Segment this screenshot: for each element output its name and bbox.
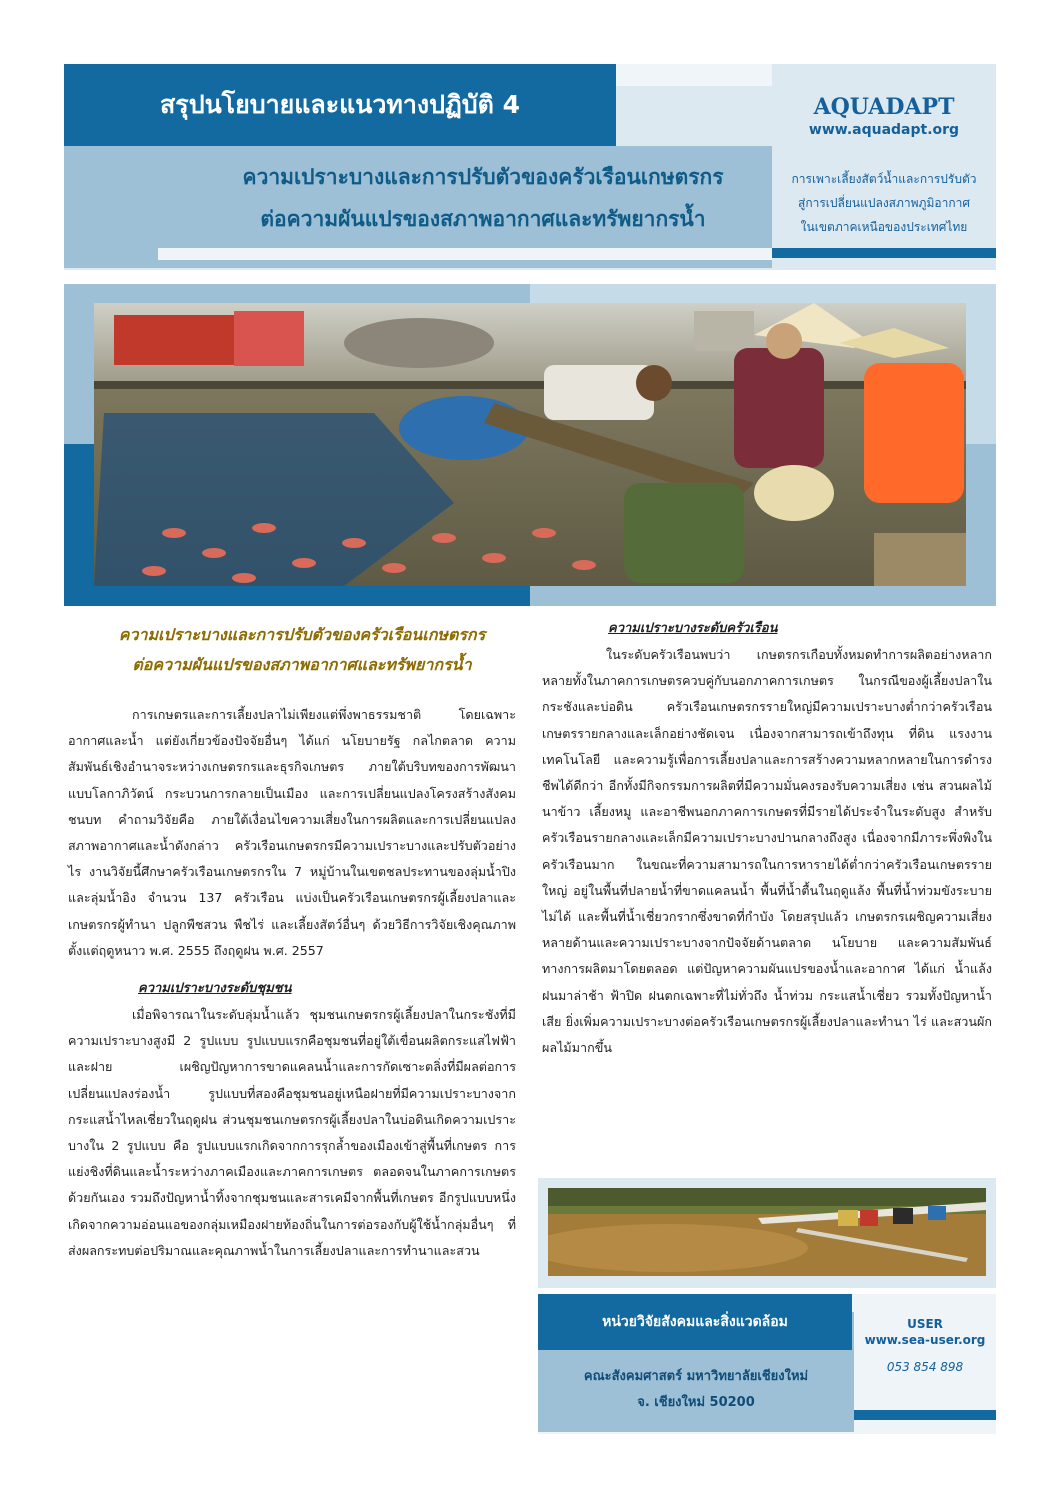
footer-accent-bar bbox=[854, 1410, 996, 1420]
household-paragraph: ในระดับครัวเรือนพบว่า เกษตรกรเกือบทั้งหมดทำการผลิตอย่างหลากหลายทั้งในภาคการเกษตรควบคู่กับนอกภาคการเกษตร ในกรณีของผู้เลี้ยงปลาในกระชังและบ่อดิน ครัวเรือนเกษตรกรรายใหญ่มีความเปราะบางต่ำกว่าครัวเรือนเกษตรรายกลางและเล็กอย่างชัดเจน เนื่องจากสามารถเข้าถึงทุน ที่ดิน แรงงาน เทคโนโลยี และความรู้เพื่อการเลี้ยงปลาและการสร้างความหลากหลายในการดำรงชีพได้ดีกว่า อีกทั้งมีกิจกรรมการผลิตที่มีความมั่นคงรองรับความเสี่ยง เช่น สวนผลไม้ นาข้าว เลี้ยงหมู และอาชีพนอกภาคการเกษตรที่มีรายได้ประจำในระดับสูง สำหรับครัวเรือนรายกลางและเล็กมีความเปราะบางปานกลางถึงสูง เนื่องจากมีภาระพึ่งพิงในครัวเรือนมาก ในขณะที่ความสามารถในการหารายได้ต่ำกว่าครัวเรือนเกษตรรายใหญ่ อยู่ในพื้นที่ปลายน้ำที่ขาดแคลนน้ำ พื้นที่น้ำตื้นในฤดูแล้ง พื้นที่น้ำท่วมขังระบายไม่ได้ และพื้นที่น้ำเชี่ยวกรากซึ่งขาดที่กำบัง โดยสรุปแล้ว เกษตรกรเผชิญความเสี่ยงหลายด้านและความเปราะบางจากปัจจัยด้านตลาด นโยบาย และความสัมพันธ์ทางการผลิตมาโดยตลอด แต่ปัญหาความผันแปรของน้ำและอากาศ ได้แก่ น้ำแล้ง ฝนมาล่าช้า ฟ้าปิด ฝนตกเฉพาะที่ไม่ทั่วถึง น้ำท่วม กระแสน้ำเชี่ยว รวมทั้งปัญหาน้ำเสีย ยิ่งเพิ่มความเปราะบางต่อครัวเรือนเกษตรกรผู้เลี้ยงปลาและทำนา ไร่ และสวนผักผลไม้มากขึ้น bbox=[542, 647, 992, 1056]
document-title: สรุปนโยบายและแนวทางปฏิบัติ 4 bbox=[160, 90, 520, 119]
header-accent-bar bbox=[772, 248, 996, 258]
subtitle-line-1: ความเปราะบางและการปรับตัวของครัวเรือนเกษตรกร bbox=[242, 165, 724, 189]
header-accent-strip bbox=[616, 64, 772, 86]
project-line-1: การเพาะเลี้ยงสัตว์น้ำและการปรับตัว bbox=[791, 172, 977, 186]
project-description bbox=[772, 167, 996, 239]
header-divider-band bbox=[158, 248, 772, 260]
user-url[interactable]: www.sea-user.org bbox=[864, 1333, 986, 1347]
community-paragraph: เมื่อพิจารณาในระดับลุ่มน้ำแล้ว ชุมชนเกษตรกรผู้เลี้ยงปลาในกระชังที่มีความเปราะบางสูงมี 2 รูปแบบ รูปแบบแรกคือชุมชนที่อยู่ใต้เขื่อนผลิตกระแสไฟฟ้าและฝาย เผชิญปัญหาการขาดแคลนน้ำและการกัดเซาะตลิ่งที่มีผลต่อการเปลี่ยนแปลงร่องน้ำ รูปแบบที่สองคือชุมชนอยู่เหนือฝายที่มีความเปราะบางจากกระแสน้ำไหลเชี่ยวในฤดูฝน ส่วนชุมชนเกษตรกรผู้เลี้ยงปลาในบ่อดินเกิดความเปราะบางใน 2 รูปแบบ คือ รูปแบบแรกเกิดจากการรุกล้ำของเมืองเข้าสู่พื้นที่เกษตร การแย่งชิงที่ดินและน้ำระหว่างภาคเมืองและภาคการเกษตร ตลอดจนในภาคการเกษตรด้วยกันเอง รวมถึงปัญหาน้ำทิ้งจากชุมชนและสารเคมีจากพื้นที่เกษตร อีกรูปแบบหนึ่งเกิดจากความอ่อนแอของกลุ่มเหมืองฝายท้องถิ่นในการต่อรองกับผู้ใช้น้ำกลุ่มอื่นๆ ที่ส่งผลกระทบต่อปริมาณและคุณภาพน้ำในการเลี้ยงปลาและการทำนาและสวน bbox=[68, 1007, 516, 1258]
document-subtitle bbox=[64, 156, 772, 240]
household-heading: ความเปราะบางระดับครัวเรือน bbox=[608, 621, 778, 636]
brand-name: AQUADAPT bbox=[813, 94, 955, 120]
faculty-name: คณะสังคมศาสตร์ มหาวิทยาลัยเชียงใหม่ bbox=[583, 1369, 809, 1384]
project-line-3: ในเขตภาคเหนือของประเทศไทย bbox=[800, 220, 968, 234]
left-column bbox=[68, 702, 516, 1264]
subtitle-line-2: ต่อความผันแปรของสภาพอากาศและทรัพยากรน้ำ bbox=[260, 207, 706, 231]
project-line-2: สู่การเปลี่ยนแปลงสภาพภูมิอากาศ bbox=[798, 196, 970, 210]
address-line: จ. เชียงใหม่ 50200 bbox=[637, 1395, 755, 1410]
phone-number: 053 854 898 bbox=[886, 1360, 964, 1374]
research-unit-name: หน่วยวิจัยสังคมและสิ่งแวดล้อม bbox=[602, 1314, 788, 1330]
faculty-address bbox=[538, 1364, 854, 1416]
article-title-line-2: ต่อความผันแปรของสภาพอากาศและทรัพยากรน้ำ bbox=[132, 655, 472, 674]
community-heading: ความเปราะบางระดับชุมชน bbox=[138, 981, 292, 997]
fish-cage-photo bbox=[94, 303, 966, 586]
right-column bbox=[542, 616, 992, 1061]
user-name: USER bbox=[907, 1317, 943, 1331]
fish-pond-photo bbox=[548, 1188, 986, 1276]
article-title bbox=[64, 620, 540, 680]
article-title-line-1: ความเปราะบางและการปรับตัวของครัวเรือนเกษตรกร bbox=[118, 625, 486, 644]
brand-url[interactable]: www.aquadapt.org bbox=[808, 122, 960, 138]
user-contact bbox=[854, 1316, 996, 1348]
intro-paragraph: การเกษตรและการเลี้ยงปลาไม่เพียงแต่พึ่งพาธรรมชาติ โดยเฉพาะอากาศและน้ำ แต่ยังเกี่ยวข้องปัจจัยอื่นๆ ได้แก่ นโยบายรัฐ กลไกตลาด ความสัมพันธ์เชิงอำนาจระหว่างเกษตรกรและธุรกิจเกษตร ภายใต้บริบทของการพัฒนาแบบโลกาภิวัตน์ กระบวนการกลายเป็นเมือง และการเปลี่ยนแปลงโครงสร้างสังคมชนบท คำถามวิจัยคือ ภายใต้เงื่อนไขความเสี่ยงในการผลิตและการเปลี่ยนแปลงสภาพอากาศและน้ำดังกล่าว ครัวเรือนเกษตรกรมีความเปราะบางและปรับตัวอย่างไร งานวิจัยนี้ศึกษาครัวเรือนเกษตรกรใน 7 หมู่บ้านในเขตชลประทานของลุ่มน้ำปิงและลุ่มน้ำอิง จำนวน 137 ครัวเรือน แบ่งเป็นครัวเรือนเกษตรกรผู้เลี้ยงปลาและเกษตรกรผู้ทำนา ปลูกพืชสวน พืชไร่ และเลี้ยงสัตว์อื่นๆ ด้วยวิธีการวิจัยเชิงคุณภาพ ตั้งแต่ฤดูหนาว พ.ศ. 2555 ถึงฤดูฝน พ.ศ. 2557 bbox=[68, 707, 516, 958]
